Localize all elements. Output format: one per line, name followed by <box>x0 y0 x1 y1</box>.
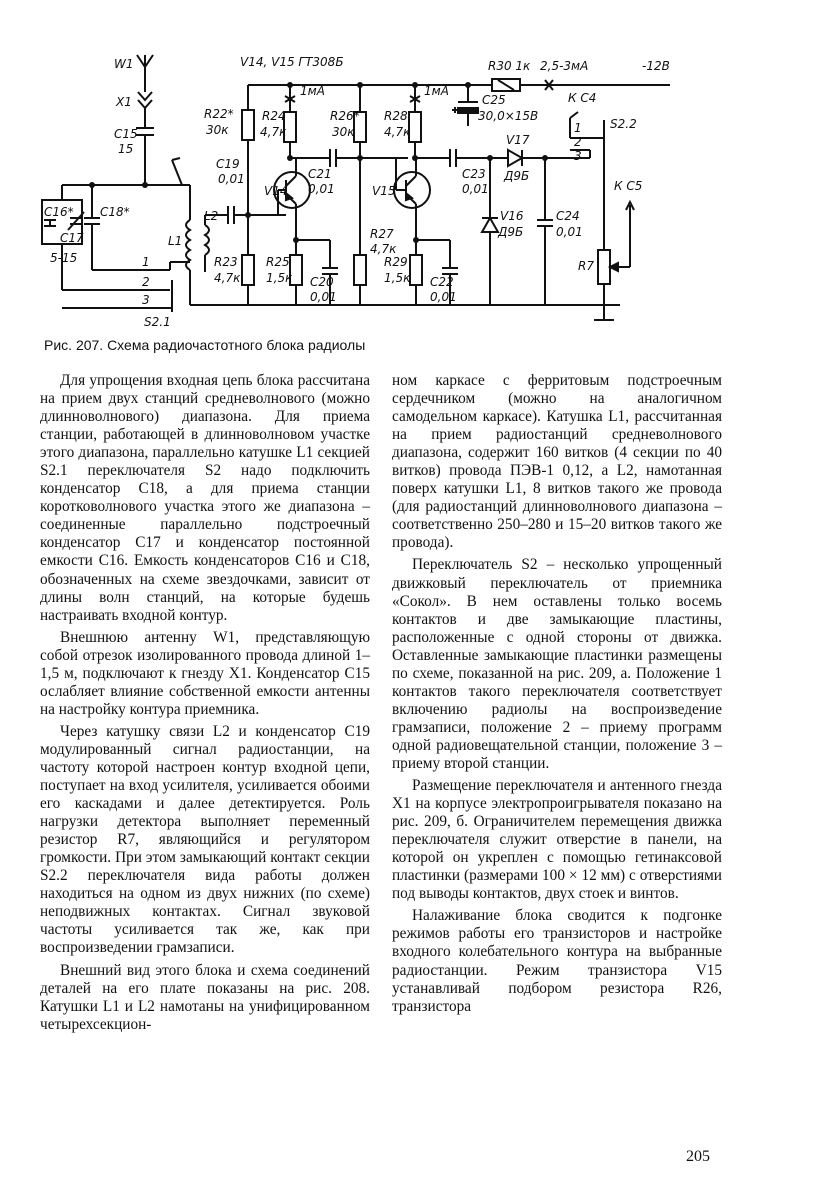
label-c24: C24 <box>556 209 580 223</box>
label-transistors: V14, V15 ГТ308Б <box>240 55 344 69</box>
label-r25: R25 <box>266 255 290 269</box>
label-r24: R24 <box>262 109 286 123</box>
antenna-w1 <box>137 55 153 92</box>
label-r26: R26* <box>330 109 360 123</box>
label-c24-value: 0,01 <box>556 225 583 239</box>
resistor-r22 <box>242 85 254 215</box>
label-v17-type: Д9Б <box>504 169 530 183</box>
capacitor-c23 <box>415 149 490 167</box>
socket-x1 <box>138 92 152 128</box>
paragraph: Для упрощения входная цепь блока рассчитана на прием двух станций средневолнового (можно длинноволнового) диапазона. Для приема станции, работающей в длинноволновом участке этого диапазона, параллельно катушке L1 секцией S2.1 переключателя S2 надо подключить конденсатор C18, а для приема станции коротковолнового участка этого же диапазона – соединенные параллельно подстроечный конденсатор C17 и конденсатор постоянной емкости C16. Емкость конденсаторов C16 и C18, обозначенных на схеме звездочками, зависит от длины волн станций, на которые будешь настраивать входной контур. <box>40 372 370 624</box>
page-number: 205 <box>686 1148 710 1165</box>
label-v16: V16 <box>500 209 524 223</box>
resistor-r29 <box>410 240 422 305</box>
label-r30: R30 1к <box>488 59 531 73</box>
figure-caption: Рис. 207. Схема радиочастотного блока радиолы <box>44 337 366 353</box>
label-r22-value: 30к <box>206 123 229 137</box>
label-r29: R29 <box>384 255 408 269</box>
label-r26-value: 30к <box>332 125 355 139</box>
label-c25-value: 30,0×15В <box>478 109 539 123</box>
label-v15: V15 <box>372 184 396 198</box>
label-r27: R27 <box>370 227 394 241</box>
label-c21: C21 <box>308 167 332 181</box>
label-c20-value: 0,01 <box>310 290 337 304</box>
label-s22-pos2: 2 <box>574 135 582 149</box>
label-w1: W1 <box>114 57 134 71</box>
label-c16: C16* <box>44 205 74 219</box>
label-r29-value: 1,5к <box>384 271 411 285</box>
paragraph: Внешний вид этого блока и схема соединений деталей на его плате показаны на рис. 208. Катушки L1 и L2 намотаны на унифицированном четырехсекцион- <box>40 961 370 1033</box>
label-r28-value: 4,7к <box>384 125 411 139</box>
label-l2: L2 <box>204 209 219 223</box>
capacitor-c25 <box>452 85 478 126</box>
label-r7: R7 <box>578 259 594 273</box>
label-r25-value: 1,5к <box>266 271 293 285</box>
label-c18: C18* <box>100 205 130 219</box>
capacitor-c18 <box>84 185 100 270</box>
transistor-v14 <box>274 158 310 240</box>
label-s22-pos3: 3 <box>574 149 582 163</box>
label-c19-value: 0,01 <box>218 172 245 186</box>
label-c15-value: 15 <box>118 142 134 156</box>
label-c19: C19 <box>216 157 240 171</box>
label-l1: L1 <box>168 234 183 248</box>
diode-v17 <box>490 150 545 166</box>
label-k-c5: К С5 <box>614 179 643 193</box>
resistor-r27 <box>354 158 366 305</box>
label-c23-value: 0,01 <box>462 182 489 196</box>
paragraph: Налаживание блока сводится к подгонке режимов работы его транзисторов и настройке входного колебательного контура на выбранные радиостанции. Режим транзистора V15 устанавливай подбором резистора R26, транзистора <box>392 907 722 1015</box>
label-c22-value: 0,01 <box>430 290 457 304</box>
label-r28: R28 <box>384 109 408 123</box>
paragraph: Размещение переключателя и антенного гнезда X1 на корпусе электропроигрывателя показано на рис. 209, б. Ограничителем перемещения движка переключателя служит отверстие в панели, на которой он укреплен с помощью гетинаксовой пластинки (размерами 100 × 12 мм) с отверстиями под выводы контактов, двух стоек и винтов. <box>392 777 722 903</box>
resistor-r30 <box>492 79 520 91</box>
label-s22: S2.2 <box>610 117 637 131</box>
label-c25: C25 <box>482 93 506 107</box>
label-s22-pos1: 1 <box>574 121 582 135</box>
paragraph: Переключатель S2 – несколько упрощенный движковый переключатель от приемника «Сокол». В нем оставлены только восемь контактов и две замыкающие пластины, расположенные с одной стороны от движка. Оставленные замыкающие пластинки размещены по схеме, показанной на рис. 209, а. Положение 1 контактов такого переключателя соответствует включению радиолы на воспроизведение грамзаписи, положение 2 – приему программ одной радиовещательной станции, положение 3 – приему второй станции. <box>392 556 722 772</box>
paragraph-continued: ном каркасе с ферритовым подстроечным сердечником (можно на аналогичном самодельном каркасе). Катушка L1, рассчитанная на прием радиостанций средневолнового диапазона, содержит 160 витков (4 секции по 40 витков) провода ПЭВ-1 0,12, а L2, намотанная поверх катушки L1, 8 витков такого же провода (для радиостанций длинноволнового диапазона – соответственно 250–280 и 15–20 витков такого же провода). <box>392 372 722 552</box>
label-r24-value: 4,7к <box>260 125 287 139</box>
capacitor-c24 <box>537 158 553 305</box>
label-v14: V14 <box>264 184 288 198</box>
radio-frequency-block-schematic <box>30 40 730 335</box>
label-s21: S2.1 <box>144 315 171 329</box>
label-c15: C15 <box>114 127 138 141</box>
capacitor-c16 <box>44 220 56 226</box>
label-r23: R23 <box>214 255 238 269</box>
label-c17-value: 5-15 <box>50 251 78 265</box>
label-c23: C23 <box>462 167 486 181</box>
resistor-r23 <box>242 215 254 305</box>
transistor-v15 <box>394 158 430 240</box>
text-column-right <box>392 372 722 1016</box>
label-current-1: 1мА <box>300 84 325 98</box>
label-c20: C20 <box>310 275 334 289</box>
label-current-2: 1мА <box>424 84 449 98</box>
label-s21-pos2: 2 <box>142 275 150 289</box>
text-column-left <box>40 372 370 1034</box>
label-s21-pos3: 3 <box>142 293 150 307</box>
label-r27-value: 4,7к <box>370 242 397 256</box>
label-k-c4: К С4 <box>568 91 597 105</box>
capacitor-c21 <box>290 149 408 167</box>
coil-l1 <box>172 158 190 290</box>
paragraph: Через катушку связи L2 и конденсатор C19 модулированный сигнал радиостанции, на частоту которой настроен контур входной цепи, поступает на вход усилителя, усиливается обоими его каскадами и далее детектируется. Роль нагрузки детектора выполняет переменный резистор R7, являющийся и регулятором громкости. При этом замыкающий контакт секции S2.2 переключателя вида работы должен находиться на одном из двух нижних (по схеме) неподвижных контактах. Сигнал звуковой частоты усиливается так же, как при воспроизведении грамзаписи. <box>40 722 370 957</box>
capacitor-c15 <box>136 128 154 185</box>
label-v17: V17 <box>506 133 530 147</box>
label-c21-value: 0,01 <box>308 182 335 196</box>
label-s21-pos1: 1 <box>142 255 150 269</box>
label-r22: R22* <box>204 107 234 121</box>
label-r23-value: 4,7к <box>214 271 241 285</box>
switch-s2-1 <box>125 262 190 312</box>
label-v16-type: Д9Б <box>498 225 524 239</box>
label-c17: C17 <box>60 231 84 245</box>
label-supply: -12В <box>642 59 670 73</box>
label-c22: C22 <box>430 275 454 289</box>
label-current-total: 2,5-3мА <box>540 59 589 73</box>
label-x1: X1 <box>116 95 132 109</box>
paragraph: Внешнюю антенну W1, представляющую собой отрезок изолированного провода длиной 1–1,5 м, подключают к гнезду X1. Конденсатор C15 ослабляет влияние собственной емкости антенны на настройку контура приемника. <box>40 628 370 718</box>
